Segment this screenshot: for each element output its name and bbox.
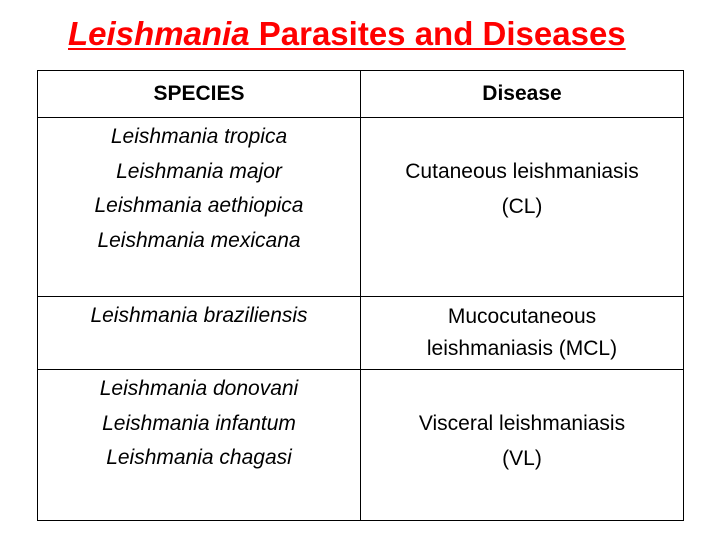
table-row — [38, 297, 684, 370]
species-name: Leishmania major — [116, 159, 282, 183]
column-header-disease: Disease — [361, 71, 684, 118]
disease-cell — [361, 118, 684, 297]
species-disease-table — [37, 70, 684, 521]
species-cell — [38, 297, 361, 370]
disease-abbreviation: (CL) — [501, 194, 543, 218]
disease-name: leishmaniasis (MCL) — [426, 337, 618, 360]
table-header-row — [38, 71, 684, 118]
species-name: Leishmania aethiopica — [94, 194, 304, 217]
species-cell — [38, 370, 361, 521]
disease-cell — [361, 297, 684, 370]
species-name: Leishmania braziliensis — [90, 304, 308, 327]
species-name: Leishmania donovani — [99, 377, 299, 400]
species-cell — [38, 118, 361, 297]
species-name: Leishmania mexicana — [97, 228, 301, 252]
title-rest: Parasites and Diseases — [249, 15, 626, 52]
disease-name: Mucocutaneous — [447, 305, 597, 328]
table-row — [38, 370, 684, 521]
page-title — [68, 14, 688, 54]
title-genus: Leishmania — [68, 15, 250, 52]
disease-name: Visceral leishmaniasis — [418, 412, 626, 435]
column-header-species: SPECIES — [38, 71, 361, 118]
disease-name: Cutaneous leishmaniasis — [405, 160, 639, 183]
disease-cell — [361, 370, 684, 521]
disease-abbreviation: (VL) — [502, 446, 542, 470]
species-name: Leishmania infantum — [102, 411, 296, 435]
species-name: Leishmania chagasi — [106, 446, 292, 469]
table-row — [38, 118, 684, 297]
species-name: Leishmania tropica — [110, 125, 288, 148]
